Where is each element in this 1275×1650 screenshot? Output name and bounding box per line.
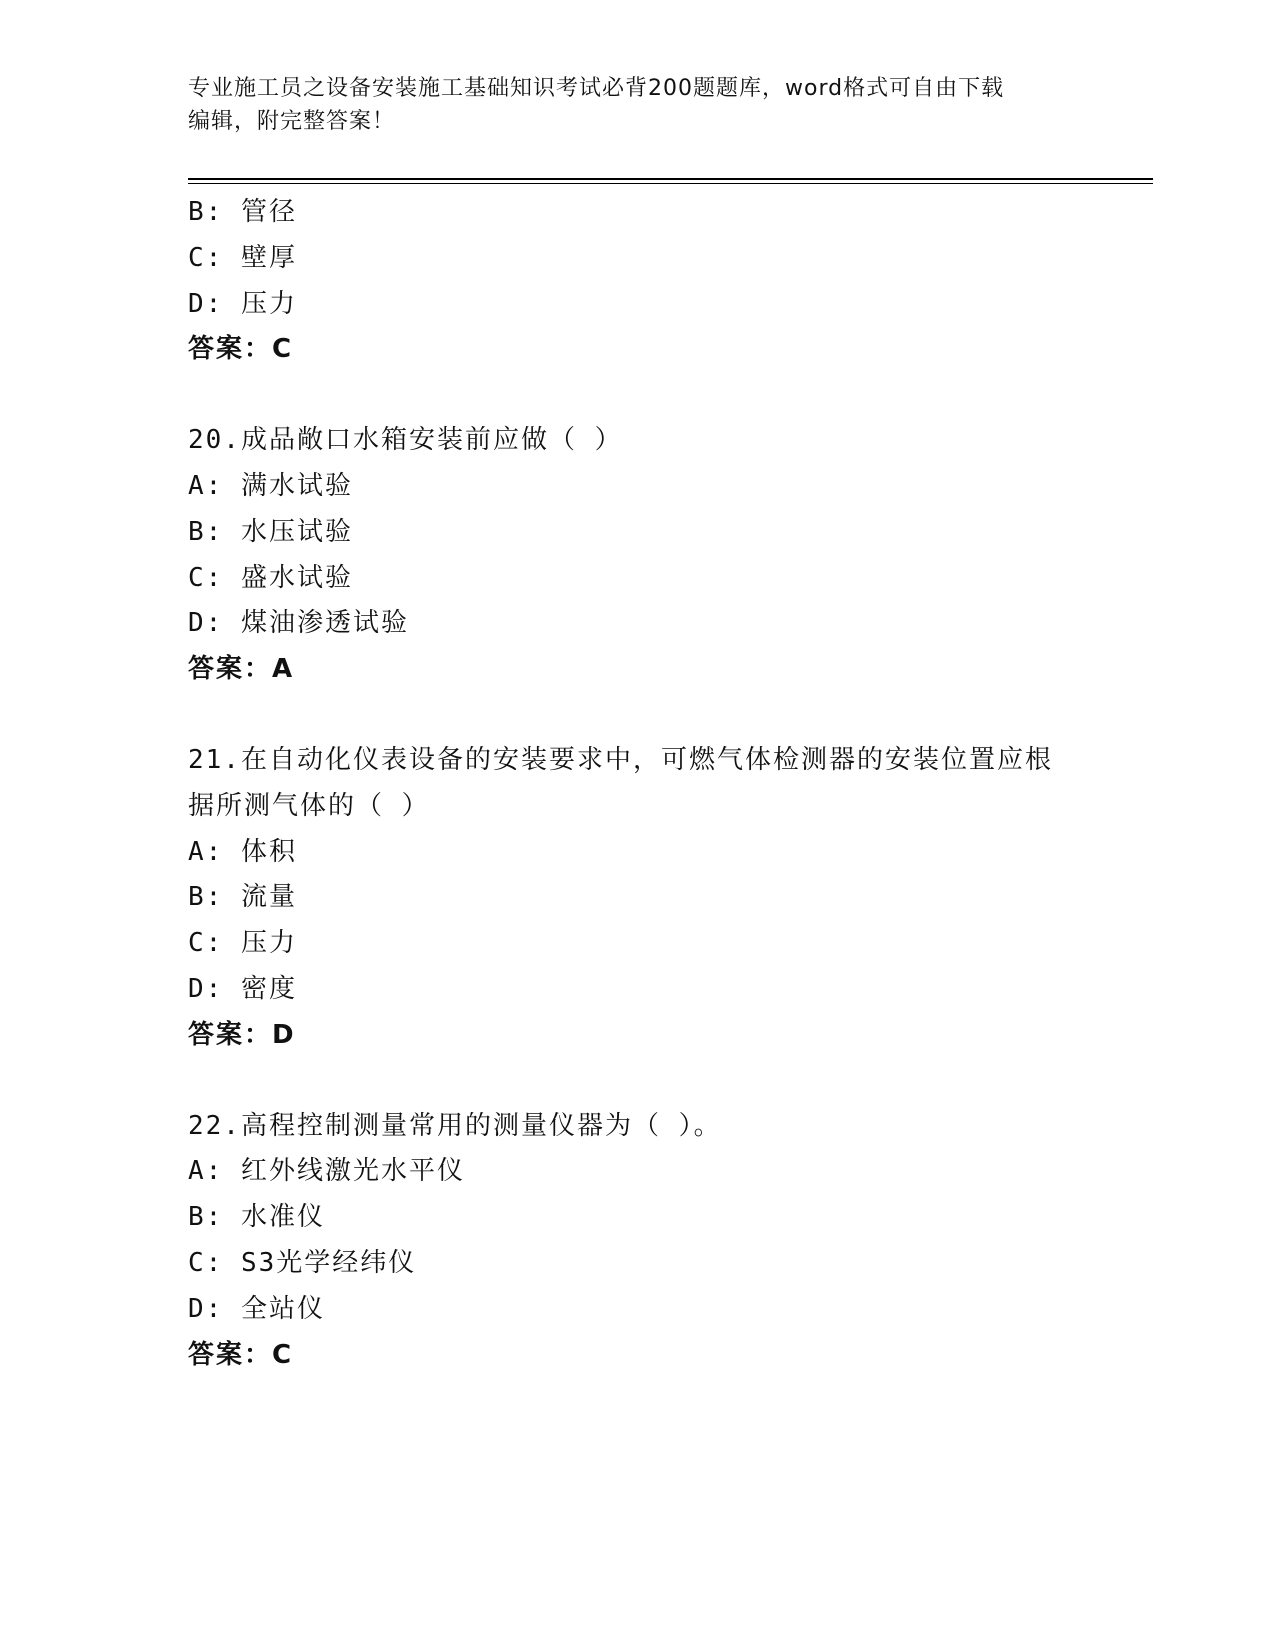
question-block-partial — [188, 190, 1088, 373]
header-divider-thick — [188, 178, 1153, 180]
question-title: 20.成品敞口水箱安装前应做（ ） — [188, 425, 623, 456]
answer-line: 答案：C — [188, 334, 294, 365]
header-line-1: 专业施工员之设备安装施工基础知识考试必背200题题库，word格式可自由下载 — [188, 76, 1005, 101]
option-d: D: 压力 — [188, 288, 297, 319]
question-title-line-2: 据所测气体的（ ） — [188, 790, 430, 821]
question-block-22 — [188, 1104, 1088, 1379]
answer-line: 答案：A — [188, 654, 295, 685]
header-line-2: 编辑，附完整答案！ — [188, 109, 396, 134]
answer-line: 答案：D — [188, 1019, 296, 1050]
answer-line: 答案：C — [188, 1339, 294, 1370]
question-list — [188, 190, 1088, 1378]
option-b: B: 水准仪 — [188, 1202, 325, 1233]
option-d: D: 密度 — [188, 973, 297, 1004]
question-block-20 — [188, 418, 1088, 693]
option-b: B: 流量 — [188, 882, 297, 913]
question-block-21 — [188, 738, 1088, 1059]
document-header — [188, 72, 1088, 138]
question-title: 22.高程控制测量常用的测量仪器为（ ）。 — [188, 1110, 722, 1141]
option-a: A: 满水试验 — [188, 470, 353, 501]
option-a: A: 体积 — [188, 836, 297, 867]
option-d: D: 全站仪 — [188, 1293, 325, 1324]
option-c: C: S3光学经纬仪 — [188, 1247, 417, 1278]
option-c: C: 盛水试验 — [188, 562, 353, 593]
option-c: C: 压力 — [188, 928, 297, 959]
option-d: D: 煤油渗透试验 — [188, 608, 409, 639]
header-divider-thin — [188, 183, 1153, 184]
option-a: A: 红外线激光水平仪 — [188, 1156, 465, 1187]
option-b: B: 管径 — [188, 197, 297, 227]
question-title-line-1: 21.在自动化仪表设备的安装要求中，可燃气体检测器的安装位置应根 — [188, 744, 1053, 775]
option-c: C: 壁厚 — [188, 242, 297, 273]
option-b: B: 水压试验 — [188, 516, 353, 547]
